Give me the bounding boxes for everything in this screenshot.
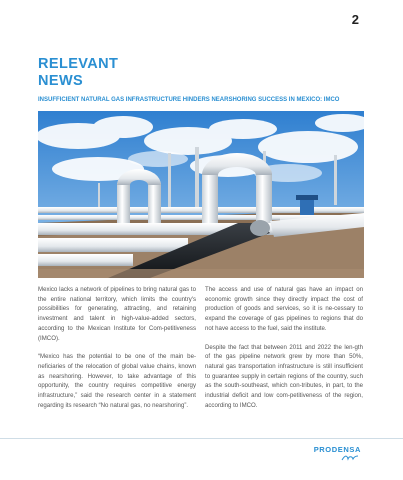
footer-brand-logo: PRODENSA: [313, 445, 361, 454]
section-title-line-1: RELEVANT: [38, 56, 119, 72]
prodensa-signature-mark-icon: [341, 454, 359, 462]
page-number: 2: [351, 12, 359, 27]
article-paragraph: Mexico lacks a network of pipelines to bring natural gas to the entire national territory, which limits the country's possibilities for generating, attracting, and retaining investment and talent in high-value-added sectors, according to the Mexican Institute for Com-petitiveness (IMCO).: [38, 286, 196, 342]
article-paragraph: The access and use of natural gas have an impact on economic growth since they directly impact the cost of production of goods and services, so it is ne-cessary to expand the coverage of gas pipelines to regions that do not have access to the fuel, said the institute.: [205, 286, 363, 332]
article-headline: INSUFFICIENT NATURAL GAS INFRASTRUCTURE HINDERS NEARSHORING SUCCESS IN MEXICO: IMCO: [38, 97, 340, 103]
article-column-left: [38, 285, 196, 410]
article-paragraph: “Mexico has the potential to be one of the main be-neficiaries of the relocation of global value chains, known as nearshoring. However, to take advantage of this opportunity, the country requires competitive energy infrastructure,” said the research center in a statement regarding its research “No natural gas, no nearshoring”.: [38, 353, 196, 409]
article-paragraph: Despite the fact that between 2011 and 2022 the len-gth of the gas pipeline network grew by more than 50%, natural gas transportation infrastructure is still insufficient to guarantee supply in certain regions of the country, such as the south-southeast, which con-tributes, in part, to the industrial deficit and low com-petitiveness of the region, according to IMCO.: [205, 343, 363, 409]
article-column-right: [205, 285, 363, 410]
section-title-line-2: NEWS: [38, 73, 84, 89]
gas-pipeline-photo: [38, 111, 364, 278]
footer-divider: [0, 438, 403, 439]
